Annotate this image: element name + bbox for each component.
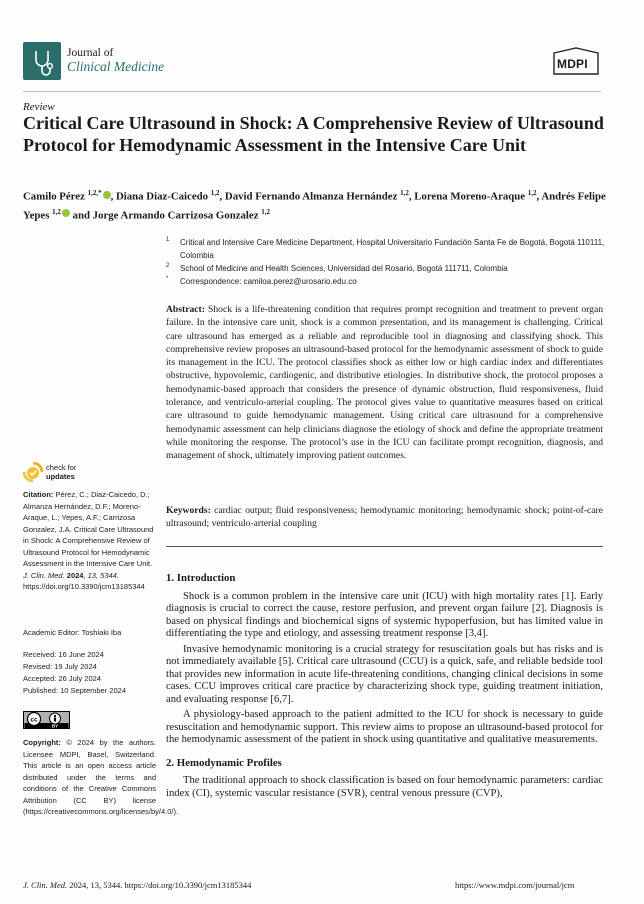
copyright-text: © 2024 by the authors. Licensee MDPI, Basel, Switzerland. This article is an open access article distributed under the terms and conditions of the Creative Commons Attribution (CC BY) license (https://creativecommons.org/licenses/by/4.0/). [23,738,179,816]
stethoscope-icon [23,42,61,80]
check-for-updates[interactable] [46,464,76,481]
correspondence-text[interactable]: Correspondence: camiloa.perez@urosario.edu.co [180,277,357,286]
author-affil: 1,2 [527,189,537,197]
author-affil: 1,2 [210,189,220,197]
affiliation-number: 1 [166,237,170,243]
affiliation-text: School of Medicine and Health Sciences, Universidad del Rosario, Bogotá 111711, Colombia [180,264,508,273]
affiliation-item [166,236,606,262]
footer-journal: J. Clin. Med. [23,880,68,890]
author: Jorge Armando Carrizosa Gonzalez [92,209,259,222]
citation-block: Citation: Pérez, C.; Diaz-Caicedo, D.; Almanza Hernández, D.F.; Moreno-Araque, L.; Yepes, A.F.; Carrizosa Gonzalez, J.A. Critical Care Ultrasound in Shock: A Comprehensive Review of Ultrasound Protocol for Hemodynamic Assessment in the Intensive Care Unit. J. Clin. Med. 2024, 13, 5344. https://doi.org/10.3390/jcm13185344 [23,490,154,591]
paragraph: A physiology-based approach to the patient admitted to the ICU for shock is necessary to guide resuscitation and hemodynamic support. This review aims to propose an ultrasound-based protocol for the hemodynamic assessment of the patient in shock using quantitative and qualitative measurements. [166,709,603,745]
affiliation-item [166,262,606,275]
author: Andrés Felipe Yepes [23,190,606,222]
publisher-name: MDPI [557,57,588,71]
header-divider [23,91,601,92]
section-heading: 2. Hemodynamic Profiles [166,756,282,769]
footer-citation [23,880,251,890]
orcid-icon[interactable] [62,209,70,217]
citation-text: Pérez, C.; Diaz-Caicedo, D.; Almanza Hernández, D.F.; Moreno-Araque, L.; Yepes, A.F.; Carrizosa Gonzalez, J.A. Critical Care Ultrasound in Shock: A Comprehensive Review of Ultrasound Protocol for Hemodynamic Assessment in the Intensive Care Unit. [23,490,154,568]
orcid-icon[interactable] [103,191,111,199]
author: Camilo Pérez [23,190,85,203]
article-title: Critical Care Ultrasound in Shock: A Comprehensive Review of Ultrasound Protocol for Hemodynamic Assessment in the Intensive Care Unit [23,113,604,155]
copyright-label: Copyright: [23,738,61,747]
cc-label: cc [30,716,38,724]
abstract-label: Abstract: [166,304,205,315]
author: Diana Diaz-Caicedo [115,190,209,203]
affiliation-number: 2 [166,263,170,269]
paragraph: Invasive hemodynamic monitoring is a crucial strategy for resuscitation goals but has risks and is not immediately available [5]. Critical care ultrasound (CCU) is a quick, safe, and reliable bedside tool that provides new information in acute life-threatening conditions, changing clinical decisions in some cases. CCU improves critical care practice by characterizing shock type, guiding treatment initiation, and evaluating response [6,7]. [166,643,603,705]
by-label: BY [51,723,59,729]
abstract [166,303,603,463]
academic-editor: Academic Editor: Toshiaki Iba [23,628,122,637]
journal-logo [23,42,61,80]
check-for-updates-icon[interactable] [23,462,43,484]
author-affil: 1,2 [52,207,61,216]
keywords-label: Keywords: [166,505,211,516]
citation-label: Citation: [23,490,54,499]
author-affil: 1,2 [261,207,270,216]
citation-journal: J. Clin. Med. [23,570,65,580]
affiliation-text: Critical and Intensive Care Medicine Department, Hospital Universitario Fundación Santa Fe de Bogotá, Bogotá 110111, Colombia [180,238,605,260]
footer-doi[interactable]: 2024, 13, 5344. https://doi.org/10.3390/jcm13185344 [69,880,252,890]
section-heading: 1. Introduction [166,572,236,584]
affiliation-item [166,275,606,288]
abstract-text: Shock is a life-threatening condition that requires prompt recognition and treatment to prevent organ failure. In the intensive care unit, shock is a common presentation, and its management is challenging. Critical care ultrasound has emerged as a reliable and reproducible tool in diagnosing and classifying shock. This comprehensive review proposes an ultrasound-based protocol for the hemodynamic assessment of shock to guide its management in the ICU. The protocol classifies shock as either low or high cardiac index and differentiates obstructive, hypovolemic, cardiogenic, and distributive etiologies. In distributive shock, the protocol proposes a hemodynamic-based approach that considers the presence of dynamic obstruction, fluid responsiveness, fluid tolerance, and ventriculo-arterial coupling. The protocol gives value to quantitative measures based on critical care ultrasound to guide hemodynamic management. Using critical care ultrasound for a comprehensive hemodynamic assessment can help clinicians diagnose the etiology of shock and define the appropriate treatment while monitoring the response. The protocol’s use in the ICU can facilitate prompt recognition, diagnosis, and management of shock, ultimately improving patient outcomes. [166,304,603,462]
paragraph: The traditional approach to shock classification is based on four hemodynamic parameters: cardiac index (CI), systemic vascular resistance (SVR), central venous pressure (CVP), [166,775,603,799]
affiliation-number: * [166,276,169,282]
journal-line1: Journal of [67,47,114,59]
date-accepted: Accepted: 26 July 2024 [23,674,101,683]
keywords-divider [166,546,603,547]
citation-doi-link[interactable]: https://doi.org/10.3390/jcm13185344 [23,582,145,591]
paragraph: Shock is a common problem in the intensive care unit (ICU) with high mortality rates [1]. Early diagnosis is crucial to correct the cause, restore perfusion, and prevent organ failure [2]. Diagnosis is based on physical findings and biochemical signs of systemic hypoperfusion, but has limited value in differentiating the type and etiology, and assessing treatment response [3,4]. [166,590,603,639]
author-list: Camilo Pérez $^{1,2,*}$ , Diana Diaz-Caicedo $^{1,2}$, David Fernando Almanza Hernández $^{1,2}$, Lorena Moreno-Araque $^{1,2}$, Andrés Felipe Yepes $^{1,2}$ and Jorge Armando Carrizosa Gonzalez $^{1,2}$ [23,189,606,222]
author: David Fernando Almanza Hernández [224,190,398,203]
affiliations [166,236,606,288]
keywords-text: cardiac output; fluid responsiveness; hemodynamic monitoring; hemodynamic shock; point-of-care ultrasound; ventriculo-arterial coupling [166,505,603,530]
citation-year: 2024 [66,570,84,580]
cc-by-license-icon[interactable] [23,711,70,729]
author: Lorena Moreno-Araque [414,190,526,203]
publication-dates [23,649,156,697]
date-revised: Revised: 19 July 2024 [23,662,97,671]
copyright-block [23,737,179,818]
footer-journal-url[interactable]: https://www.mdpi.com/journal/jcm [455,880,575,890]
journal-line2: Clinical Medicine [67,59,165,74]
check-line2: updates [46,471,75,481]
article-body [166,572,603,803]
keywords [166,504,603,531]
article-type: Review [23,101,55,113]
journal-name [67,46,164,74]
date-published: Published: 10 September 2024 [23,686,126,695]
check-line1: check for [46,463,77,472]
citation-volume: 13, 5344. [87,570,119,580]
date-received: Received: 16 June 2024 [23,650,104,659]
author-affil: 1,2,* [87,189,102,197]
author-affil: 1,2 [400,189,409,197]
